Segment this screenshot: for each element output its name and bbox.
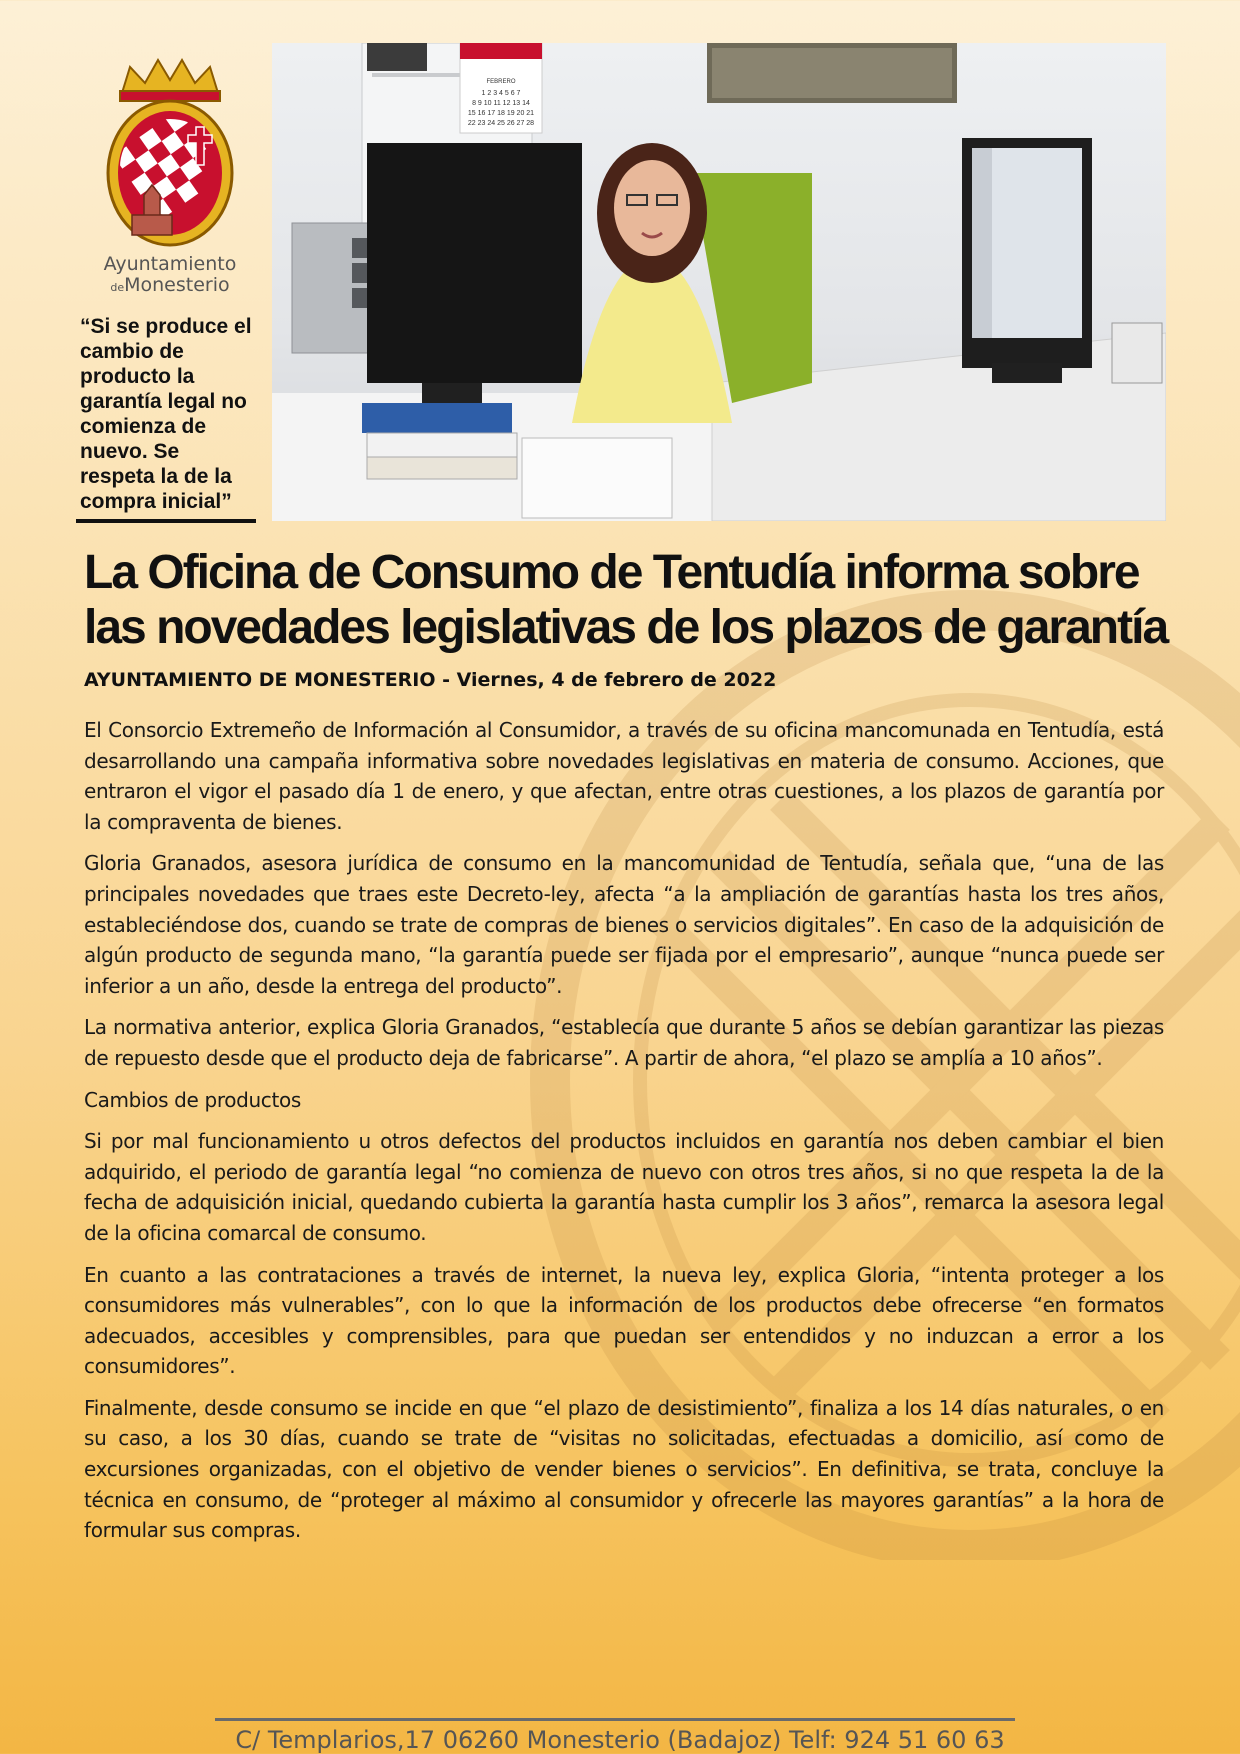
- pull-quote-rule: [76, 519, 256, 523]
- article-subheading: Cambios de productos: [84, 1087, 301, 1112]
- article-paragraph: Si por mal funcionamiento u otros defectos del productos incluidos en garantía nos deben cambiar el bien adquirido, el periodo de garantía legal “no comienza de nuevo con otros tres años, si no que respeta la de la fecha de adquisición inicial, quedando cubierta la garantía hasta cumplir los 3 años”, remarca la asesora legal de la oficina comarcal de consumo.: [84, 1129, 1164, 1245]
- article-paragraph: En cuanto a las contrataciones a través de internet, la nueva ley, explica Gloria, “intenta proteger a los consumidores más vulnerables”, con lo que la información de los productos debe ofrecerse “en formatos adecuados, accesibles y comprensibles, para que puedan ser entendidos y no induzcan a error a los consumidores”.: [84, 1262, 1164, 1379]
- municipality-logo: [70, 55, 270, 305]
- article-paragraph: Finalmente, desde consumo se incide en que “el plazo de desistimiento”, finaliza a los 14 días naturales, o en su caso, a los 30 días, cuando se trate de “visitas no solicitadas, efectuadas a domicilio, así como de excursiones organizadas, con el objetivo de vender bienes o servicios”. En definitiva, se trata, concluye la técnica en consumo, de “proteger al máximo al consumidor y ofrecerle las mayores garantías” a la hora de formular sus compras.: [84, 1395, 1164, 1543]
- calendar-row: 1 2 3 4 5 6 7: [481, 90, 521, 97]
- calendar-row: 8 9 10 11 12 13 14: [472, 100, 530, 107]
- logo-line-1: Ayuntamiento: [103, 253, 237, 275]
- article-byline: AYUNTAMIENTO DE MONESTERIO - Viernes, 4 de febrero de 2022: [84, 669, 777, 691]
- calendar-row: 15 16 17 18 19 20 21: [467, 110, 535, 117]
- article-paragraph: El Consorcio Extremeño de Información al Consumidor, a través de su oficina mancomunada en Tentudía, está desarrollando una campaña informativa sobre novedades legislativas en materia de consumo. Acciones, que entraron el vigor el pasado día 1 de enero, y que afectan, entre otras cuestiones, a los plazos de garantía por la compraventa de bienes.: [84, 718, 1164, 834]
- article-paragraph: Gloria Granados, asesora jurídica de consumo en la mancomunidad de Tentudía, señala que, “una de las principales novedades que traes este Decreto-ley, afecta “a la ampliación de garantías hasta los tres años, estableciéndose dos, cuando se trate de compras de bienes o servicios digitales”. En caso de la adquisición de algún producto de segunda mano, “la garantía puede ser fijada por el empresario”, aunque “nunca puede ser inferior a un año, desde la entrega del producto”.: [84, 851, 1164, 998]
- footer-rule: [215, 1718, 1015, 1721]
- pull-quote: “Si se produce el cambio de producto la garantía legal no comienza de nuevo. Se respeta la de la compra inicial”: [80, 315, 252, 513]
- article-photo: [272, 43, 1166, 521]
- logo-line-2: Monesterio: [124, 274, 230, 296]
- footer-address: C/ Templarios,17 06260 Monesterio (Badajoz) Telf: 924 51 60 63: [235, 1726, 1005, 1754]
- logo-line-2-prefix: de: [110, 281, 125, 294]
- article-headline: La Oficina de Consumo de Tentudía informa sobre las novedades legislativas de los plazos de garantía: [84, 546, 1168, 654]
- article-paragraph: La normativa anterior, explica Gloria Granados, “establecía que durante 5 años se debían garantizar las piezas de repuesto desde que el producto deja de fabricarse”. A partir de ahora, “el plazo se amplía a 10 años”.: [84, 1015, 1164, 1070]
- calendar-row: 22 23 24 25 26 27 28: [467, 120, 535, 127]
- coat-of-arms-icon: [100, 55, 240, 250]
- calendar-month: FEBRERO: [486, 79, 516, 85]
- article-body: [84, 715, 1164, 1557]
